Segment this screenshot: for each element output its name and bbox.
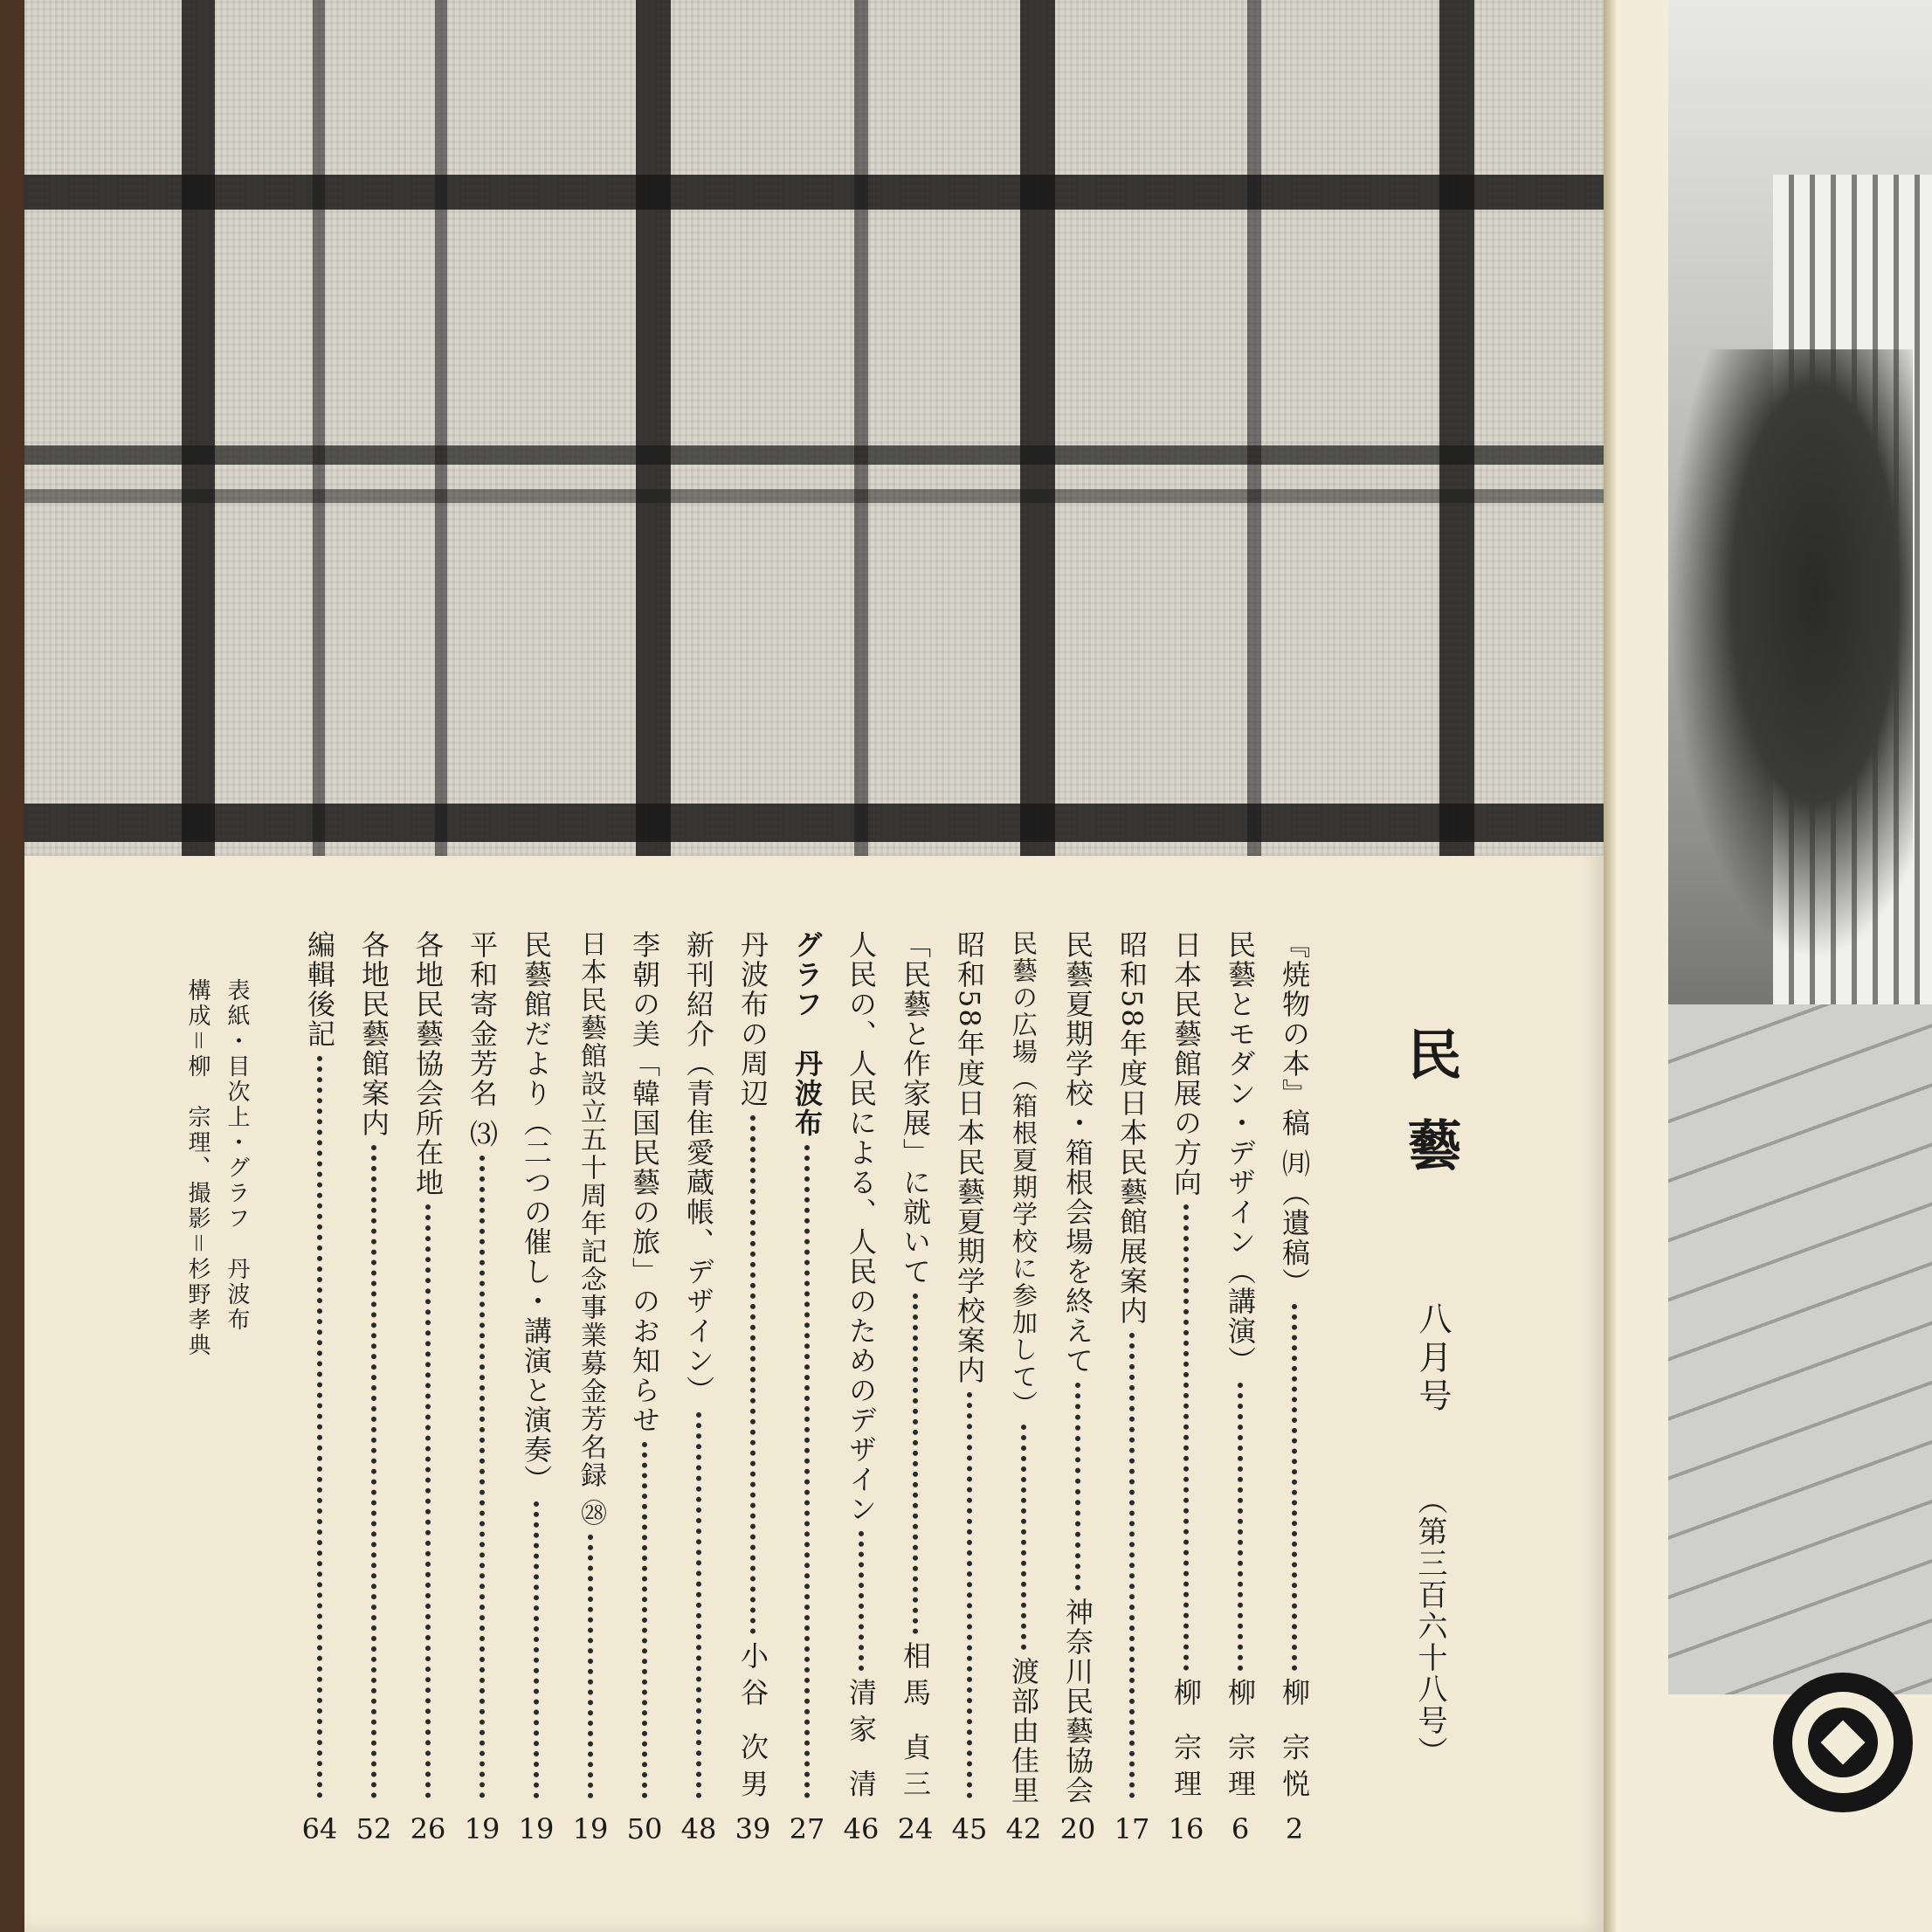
toc-title: 民藝の広場（箱根夏期学校に参加して）: [1009, 930, 1038, 1418]
toc-page: 39: [735, 1812, 771, 1846]
toc-title: 各地民藝協会所在地: [411, 930, 445, 1197]
toc-title: 民藝とモダン・デザイン（講演）: [1224, 930, 1257, 1376]
toc-page: 24: [897, 1812, 934, 1846]
toc-author: 相馬 貞三: [899, 1640, 932, 1805]
toc-author: 柳 宗理: [1224, 1677, 1257, 1805]
issue-month: 八月号: [1413, 1301, 1452, 1417]
toc-author: 小谷 次男: [736, 1640, 769, 1805]
toc-entry: [1005, 930, 1042, 1847]
toc-page: 27: [789, 1812, 825, 1846]
magazine-title: 民藝: [1398, 1026, 1462, 1208]
right-page: [1616, 0, 1932, 1932]
toc-page: 6: [1231, 1812, 1250, 1846]
toc-entry: [789, 930, 825, 1847]
toc-title: 『焼物の本』稿 ㈪（遺稿）: [1278, 930, 1311, 1298]
toc-page: 52: [355, 1812, 392, 1846]
toc-title: 民藝館だより（二つの催し・講演と演奏）: [520, 930, 553, 1494]
toc-author: 柳 宗理: [1170, 1677, 1203, 1805]
toc-title: 昭和58年度日本民藝館展案内: [1115, 930, 1149, 1326]
toc-page: 19: [572, 1812, 609, 1846]
toc-entry: [572, 930, 609, 1847]
toc-entry: [1276, 930, 1313, 1847]
toc-title: 編輯後記: [303, 930, 336, 1049]
toc-author: 柳 宗悦: [1278, 1677, 1311, 1805]
toc-page: 64: [301, 1812, 338, 1846]
toc-page: 48: [680, 1812, 717, 1846]
toc-page: 19: [464, 1812, 500, 1846]
toc-entry: [410, 930, 446, 1847]
toc-page: 45: [951, 1812, 988, 1846]
toc-page: 20: [1059, 1812, 1096, 1846]
toc-entry: [951, 930, 988, 1847]
cover-credit: 表紙・目次上・グラフ 丹波布: [224, 978, 250, 1333]
toc-title: 李朝の美「韓国民藝の旅」のお知らせ: [628, 930, 661, 1435]
toc-entry: [1114, 930, 1150, 1847]
toc-title: 日本民藝館展の方向: [1170, 930, 1203, 1197]
issue-number: （第三百六十八号）: [1412, 1485, 1447, 1768]
toc-entry: [301, 930, 338, 1847]
left-page: [24, 0, 1604, 1932]
toc-title: 新刊紹介（青隹愛蔵帳、デザイン）: [682, 930, 715, 1405]
toc-page: 46: [843, 1812, 880, 1846]
toc-entry: [1168, 930, 1204, 1847]
toc-title: 日本民藝館設立五十周年記念事業募金芳名録 ㉘: [576, 930, 606, 1528]
toc-title: 人民の、人民による、人民のためのデザイン: [845, 930, 878, 1524]
toc-title: 各地民藝館案内: [357, 930, 390, 1138]
toc-entry: [680, 930, 717, 1847]
toc-page: 50: [626, 1812, 663, 1846]
cover-fabric-photo: [24, 0, 1604, 856]
toc-page: 42: [1005, 1812, 1042, 1846]
toc-author: 清家 清: [845, 1677, 878, 1805]
building-photo: [1668, 0, 1932, 1694]
toc-title: 丹波布の周辺: [736, 930, 769, 1108]
toc-title: 昭和58年度日本民藝夏期学校案内: [953, 930, 986, 1385]
toc-entry: [626, 930, 663, 1847]
book-gutter: [1604, 0, 1616, 1932]
toc-entry: [464, 930, 500, 1847]
toc-entry: [355, 930, 392, 1847]
toc-title: グラフ 丹波布: [790, 930, 824, 1138]
toc-page: 16: [1168, 1812, 1204, 1846]
toc-page: 26: [410, 1812, 446, 1846]
toc-entry: [735, 930, 771, 1847]
toc-entry: [897, 930, 934, 1847]
toc-page: 2: [1285, 1812, 1304, 1846]
toc-author: 渡部由佳里: [1007, 1657, 1040, 1805]
mingei-logo-icon: [1773, 1673, 1913, 1812]
toc-entry: [1222, 930, 1259, 1847]
toc-author: 神奈川民藝協会: [1061, 1597, 1094, 1805]
toc-entry: [518, 930, 555, 1847]
toc-title: 平和寄金芳名 ⑶: [466, 930, 499, 1149]
toc-page: 17: [1114, 1812, 1150, 1846]
toc-entry: [843, 930, 880, 1847]
toc-title: 「民藝と作家展」に就いて: [899, 930, 932, 1287]
toc-page: 19: [518, 1812, 555, 1846]
toc-entry: [1059, 930, 1096, 1847]
design-photo-credit: 構成＝柳 宗理、撮影＝杉野孝典: [184, 978, 210, 1359]
toc-title: 民藝夏期学校・箱根会場を終えて: [1061, 930, 1094, 1376]
